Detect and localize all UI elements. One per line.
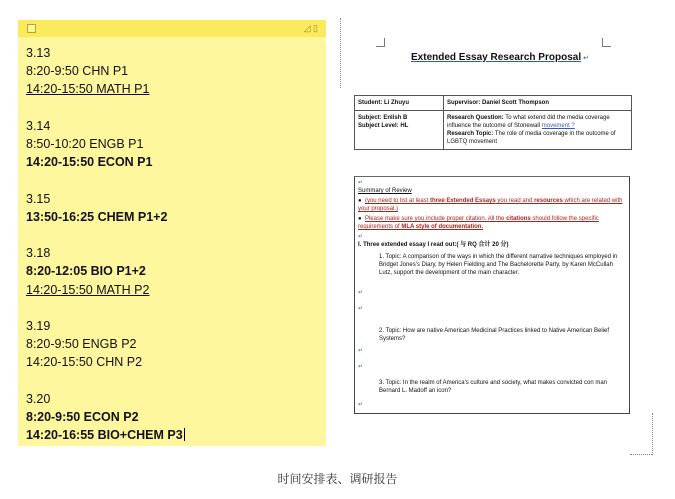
note-date: 3.15 bbox=[26, 191, 51, 206]
summary-of-review: ↵ Summary of Review ● (you need to list at least three Extended Essays you read and resources which are related with your proposal.) ● Please make sure you include proper citation. All the citations should follow the specific requirements of MLA style of documentation. ↵ Ⅰ. Three extended essay I read out:( 与 RQ 合计 20 分) 1. Topic: A comparison of the ways in which the different narrative techniques employed in Bridget Jones's Diary, by Helen Fielding and The Bachelorette Party, by Karen McCullah Lutz, support the development of the main character. ↵ ↵ 2. Topic: How are native American Medicinal Practices linked to Native American Belief Systems? ↵ ↵ 3. Topic: In the realm of America's culture and society, what makes convicted con man Bernard L. Madoff an icon? ↵ bbox=[354, 176, 630, 414]
note-date: 3.19 bbox=[26, 318, 51, 333]
page-edge bbox=[652, 413, 653, 455]
supervisor-cell: Supervisor: Daniel Scott Thompson bbox=[444, 96, 632, 111]
topic-3: 3. Topic: In the realm of America's culture and society, what makes convicted con man Bernard L. Madoff an icon? bbox=[379, 380, 608, 395]
topic-1: 1. Topic: A comparison of the ways in which the different narrative techniques employed in Bridget Jones's Diary, by Helen Fielding and The Bachelorette Party, by Karen McCullah Lutz, support the development of the main character. bbox=[379, 254, 618, 277]
document-title: Extended Essay Research Proposal ↵ bbox=[411, 52, 589, 63]
note-date: 3.20 bbox=[26, 391, 51, 406]
caption: 时间安排表、调研报告 bbox=[277, 472, 398, 486]
note-schedule-line: 14:20-15:50 MATH P1 bbox=[26, 82, 150, 97]
student-cell: Student: Li Zhuyu bbox=[355, 96, 444, 111]
note-schedule-line: 14:20-15:50 ECON P1 bbox=[26, 155, 153, 170]
sticky-note[interactable] bbox=[18, 20, 326, 446]
note-schedule-line: 13:50-16:25 CHEM P1+2 bbox=[26, 209, 168, 224]
note-date: 3.14 bbox=[26, 118, 51, 133]
page-edge bbox=[630, 454, 652, 455]
sticky-note-text[interactable] bbox=[26, 44, 320, 444]
crop-mark bbox=[602, 38, 611, 47]
proposal-info-table bbox=[354, 95, 632, 150]
summary-heading: Summary of Review bbox=[358, 188, 412, 194]
text-cursor bbox=[184, 428, 185, 441]
subject-cell: Subject: Enlish B Subject Level: HL bbox=[355, 111, 444, 150]
note-date: 3.13 bbox=[26, 46, 51, 60]
note-schedule-line: 14:20-15:50 MATH P2 bbox=[26, 282, 150, 297]
menu-icon[interactable]: ▯ bbox=[313, 23, 318, 33]
note-schedule-line: 8:20-9:50 ENGB P2 bbox=[26, 337, 137, 352]
note-schedule-line: 8:20-12:05 BIO P1+2 bbox=[26, 264, 146, 279]
sticky-note-tools bbox=[304, 23, 318, 34]
note-schedule-line: 8:20-9:50 ECON P2 bbox=[26, 409, 139, 424]
bullet-1: ● (you need to list at least three Extended Essays you read and resources which are related with your proposal.) bbox=[358, 198, 623, 213]
section-heading: Ⅰ. Three extended essay I read out:( 与 RQ 合计 20 分) bbox=[358, 242, 509, 248]
crop-mark bbox=[376, 38, 385, 47]
research-cell: Research Question: To what extend did the media coverage influence the outcome of Stonewall movement ? Research Topic: The role of media coverage in the outcome of LGBTQ movement bbox=[444, 111, 632, 150]
note-schedule-line: 14:20-15:50 CHN P2 bbox=[26, 355, 143, 370]
pencil-icon[interactable]: ◿ bbox=[303, 23, 311, 33]
note-date: 3.18 bbox=[26, 246, 51, 261]
plus-icon[interactable] bbox=[27, 24, 36, 33]
note-schedule-line: 8:50-10:20 ENGB P1 bbox=[26, 137, 144, 151]
note-schedule-line: 14:20-16:55 BIO+CHEM P3 bbox=[26, 428, 183, 443]
topic-2: 2. Topic: How are native American Medicinal Practices linked to Native American Belief Systems? bbox=[379, 328, 609, 343]
note-schedule-line: 8:20-9:50 CHN P1 bbox=[26, 64, 129, 79]
research-proposal-document bbox=[340, 18, 660, 438]
bullet-2: ● Please make sure you include proper citation. All the citations should follow the specific requirements of MLA style of documentation. bbox=[358, 216, 599, 231]
sticky-note-toolbar bbox=[18, 20, 326, 37]
